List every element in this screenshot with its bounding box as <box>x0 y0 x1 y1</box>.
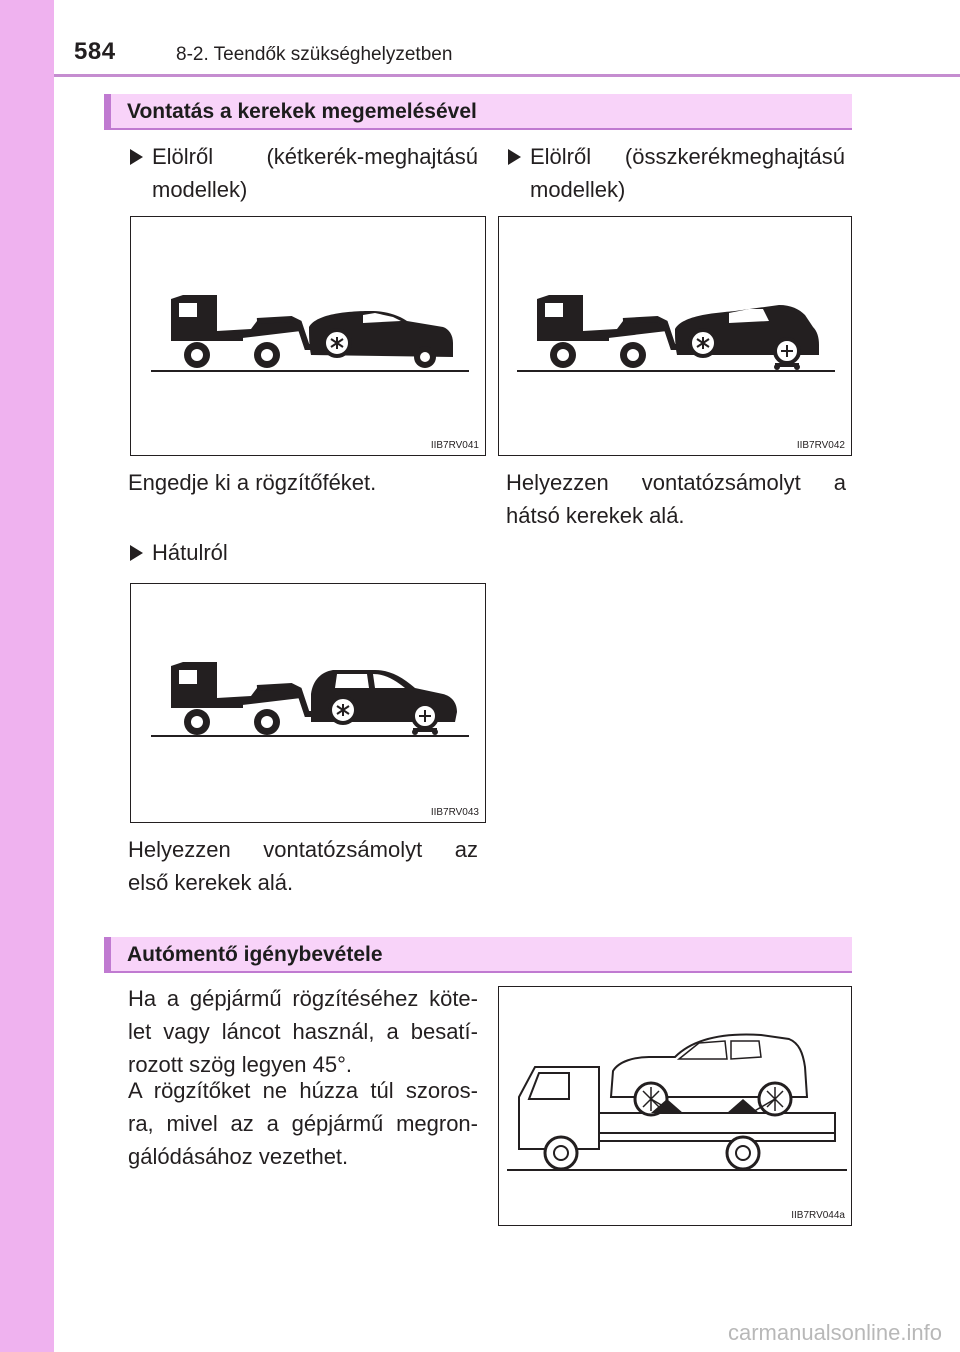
page-number: 584 <box>74 38 116 65</box>
figure-id: IIB7RV041 <box>430 440 479 451</box>
bullet-triangle-icon <box>508 149 521 165</box>
chapter-title: 8-2. Teendők szükséghelyzetben <box>176 44 453 65</box>
caption-line: Helyezzen vontatózsámolyt a <box>506 470 846 495</box>
tow-truck-illustration <box>131 584 487 824</box>
caption-release-brake: Engedje ki a rögzítőféket. <box>128 470 377 495</box>
bullet-text: Hátulról <box>152 540 228 565</box>
bullet-rear <box>152 536 478 569</box>
figure-id: IIB7RV044a <box>791 1210 845 1221</box>
bullet-triangle-icon <box>130 545 143 561</box>
section-heading-flatbed <box>104 937 852 973</box>
section-heading-text: Vontatás a kerekek megemelésével <box>127 100 477 123</box>
paragraph-line: Ha a gépjármű rögzítéséhez köte- <box>128 986 478 1011</box>
figure-flatbed-truck <box>498 986 852 1226</box>
paragraph-tiedown-warning <box>128 1074 478 1173</box>
paragraph-line: gálódásához vezethet. <box>128 1144 349 1169</box>
figure-id: IIB7RV043 <box>430 807 479 818</box>
bullet-triangle-icon <box>130 149 143 165</box>
tow-truck-illustration <box>131 217 487 457</box>
figure-front-tow-2wd <box>130 216 486 456</box>
side-tab-band <box>0 0 54 1352</box>
caption-line: első kerekek alá. <box>128 870 294 895</box>
figure-id: IIB7RV042 <box>796 440 845 451</box>
figure-front-tow-4wd <box>498 216 852 456</box>
bullet-front-4wd <box>530 140 845 206</box>
bullet-front-2wd <box>152 140 478 206</box>
section-heading-wheel-lift <box>104 94 852 130</box>
caption-line: hátsó kerekek alá. <box>506 503 685 528</box>
flatbed-truck-illustration <box>499 987 853 1227</box>
paragraph-line: let vagy láncot használ, a besatí- <box>128 1019 478 1044</box>
tow-truck-illustration <box>499 217 853 457</box>
bullet-text: modellek) <box>152 177 248 202</box>
paragraph-line: A rögzítőket ne húzza túl szoros- <box>128 1078 478 1103</box>
paragraph-line: ra, mivel az a gépjármű megron- <box>128 1111 478 1136</box>
section-heading-text: Autómentő igénybevétele <box>127 943 383 966</box>
paragraph-line: rozott szög legyen 45°. <box>128 1052 353 1077</box>
caption-rear-dolly <box>506 466 846 532</box>
bullet-text: Elölről (összkerékmeghajtású <box>530 144 845 169</box>
bullet-text: Elölről (kétkerék-meghajtású <box>152 144 478 169</box>
bullet-text: modellek) <box>530 177 626 202</box>
watermark: carmanualsonline.info <box>727 1320 942 1345</box>
caption-line: Helyezzen vontatózsámolyt az <box>128 837 478 862</box>
caption-front-dolly <box>128 833 478 899</box>
paragraph-chain-angle <box>128 982 478 1081</box>
header-rule <box>54 74 960 77</box>
figure-rear-tow <box>130 583 486 823</box>
